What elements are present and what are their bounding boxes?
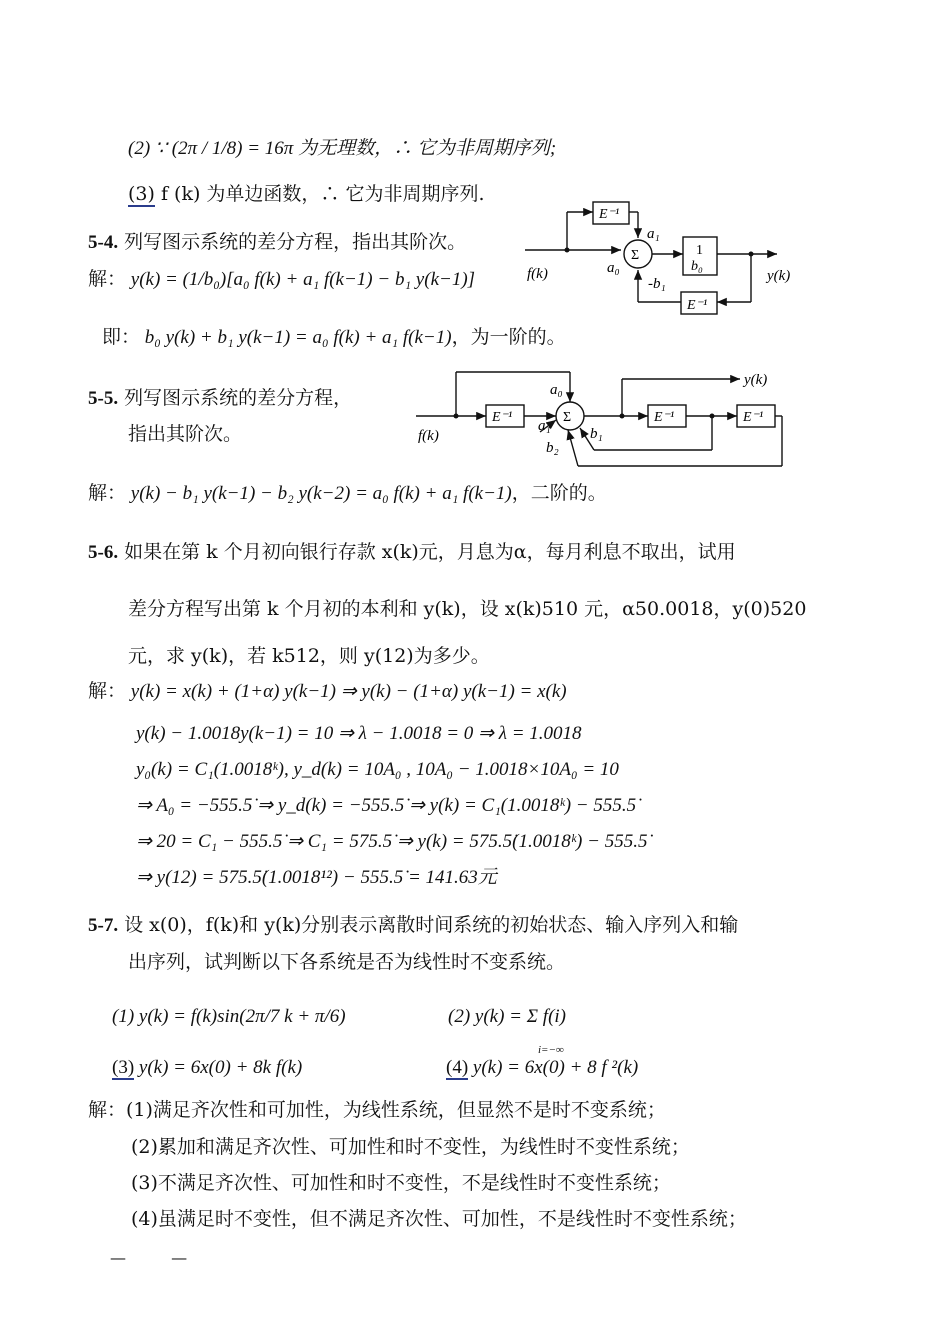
- problem-text-cont: 指出其阶次。: [128, 423, 243, 445]
- problem-5-7-heading: [88, 913, 738, 938]
- problem-number: 5-5.: [88, 388, 119, 409]
- problem-5-7-sol-4: [131, 1207, 747, 1231]
- solution-line: (3)不满足齐次性、可加性和时不变性，不是线性时不变性系统；: [131, 1172, 671, 1194]
- problem-5-7-sol-1: [88, 1098, 666, 1122]
- coef-a1: a₁: [647, 226, 660, 242]
- solution-equation: y(k) = (1/b₀)[a₀ f(k) + a₁ f(k−1) − b₁ y(k−1)]: [130, 269, 476, 290]
- difference-equation: b₀ y(k) + b₁ y(k−1) = a₀ f(k) + a₁ f(k−1): [144, 327, 452, 348]
- problem-number: 5-7.: [88, 915, 119, 936]
- gain-den: b₀: [691, 259, 703, 274]
- problem-text: 如果在第 k 个月初向银行存款 x(k)元，月息为α，每月利息不取出，试用: [124, 541, 736, 563]
- problem-5-6-sol-3: [136, 758, 619, 782]
- problem-5-6-sol-4: [136, 794, 636, 818]
- system-equation: (1) y(k) = f(k)sin(2π/7 k + π/6): [112, 1006, 346, 1027]
- delay-label-bottom: E⁻¹: [687, 298, 708, 313]
- item-3-number: (3): [128, 183, 155, 205]
- coef-a0: a₀: [550, 382, 563, 398]
- output-label: y(k): [744, 372, 768, 388]
- delay-label-1: E⁻¹: [492, 410, 513, 425]
- solution-label: 解：: [88, 269, 127, 290]
- coef-b2: b₂: [546, 440, 559, 456]
- delay-label-2: E⁻¹: [654, 410, 675, 425]
- delay-label-top: E⁻¹: [599, 207, 620, 222]
- problem-5-5-heading: [88, 386, 352, 411]
- item-3-number: (3): [112, 1057, 135, 1078]
- block-diagram-5-5: [410, 364, 790, 469]
- problem-5-4-heading: [88, 230, 466, 255]
- item-4-number: (4): [446, 1057, 469, 1078]
- problem-5-6-text-3: [128, 644, 490, 668]
- problem-text: 设 x(0)，f(k)和 y(k)分别表示离散时间系统的初始状态、输入序列入和输: [124, 914, 739, 936]
- ji-label: 即：: [102, 327, 141, 348]
- problem-text: 列写图示系统的差分方程，: [124, 387, 353, 409]
- order-text: ，为一阶的。: [451, 327, 566, 348]
- problem-5-7-sol-2: [131, 1135, 690, 1159]
- solution-step: ⇒ y(12) = 575.5̇(1.0018¹²) − 555.5̇ = 141.63元: [136, 867, 497, 888]
- coef-a0: a₀: [607, 260, 620, 276]
- problem-5-6-text-2: [128, 597, 806, 621]
- problem-5-4-solution: [88, 268, 475, 292]
- problem-text-cont: 元，求 y(k)，若 k512，则 y(12)为多少。: [128, 645, 490, 667]
- problem-5-6-sol-2: [136, 722, 582, 746]
- problem-5-4-result: [102, 326, 566, 350]
- solution-label: 解：: [88, 483, 127, 504]
- output-label: y(k): [767, 268, 791, 284]
- coef-b1: b₁: [590, 426, 603, 442]
- page-footer: — —: [110, 1248, 208, 1267]
- problem-5-7-sol-3: [131, 1171, 671, 1195]
- solution-step: y₀(k) = C₁(1.0018ᵏ), y_d(k) = 10A₀ , 10A₀ − 1.0018×10A₀ = 10: [136, 759, 619, 780]
- gain-num: 1: [696, 243, 703, 258]
- solution-step: y(k) − 1.0018y(k−1) = 10 ⇒ λ − 1.0018 = 0 ⇒ λ = 1.0018: [136, 723, 582, 744]
- solution-line: (1)满足齐次性和可加性，为线性系统，但显然不是时不变系统；: [126, 1099, 666, 1121]
- solution-step: ⇒ 20 = C₁ − 555.5̇ ⇒ C₁ = 575.5̇ ⇒ y(k) = 575.5̇(1.0018ᵏ) − 555.5̇: [136, 831, 648, 852]
- solution-step: y(k) = x(k) + (1+α) y(k−1) ⇒ y(k) − (1+α) y(k−1) = x(k): [130, 681, 567, 702]
- line-3-text: f (k) 为单边函数，∴ 它为非周期序列.: [154, 183, 485, 205]
- problem-text: 列写图示系统的差分方程，指出其阶次。: [124, 231, 467, 253]
- problem-5-5-heading-cont: [128, 422, 242, 446]
- problem-5-5-solution: [88, 482, 607, 506]
- problem-5-6-sol-6: [136, 866, 497, 890]
- input-label: f(k): [527, 266, 548, 282]
- sum-label: Σ: [563, 410, 572, 425]
- line-2-periodicity: [128, 137, 556, 161]
- problem-number: 5-4.: [88, 232, 119, 253]
- problem-5-7-text-2: [128, 950, 565, 974]
- solution-line: (4)虽满足时不变性，但不满足齐次性、可加性，不是线性时不变性系统；: [131, 1208, 747, 1230]
- line-2-text: (2) ∵ (2π / 1/8) = 16π 为无理数，∴ 它为非周期序列;: [128, 138, 557, 159]
- solution-label: 解：: [88, 1099, 127, 1121]
- problem-number: 5-6.: [88, 542, 119, 563]
- sum-lower-limit-text: i=−∞: [538, 1044, 564, 1056]
- input-label: f(k): [418, 428, 439, 444]
- coef-b1: -b₁: [648, 276, 666, 292]
- problem-text-cont: 出序列，试判断以下各系统是否为线性时不变系统。: [128, 951, 566, 973]
- delay-label-3: E⁻¹: [743, 410, 764, 425]
- problem-5-6-heading: [88, 540, 736, 565]
- solution-line: (2)累加和满足齐次性、可加性和时不变性，为线性时不变性系统；: [131, 1136, 690, 1158]
- system-equation: (2) y(k) = Σ f(i): [448, 1006, 566, 1027]
- block-diagram-5-4: [515, 192, 815, 322]
- order-text: ，二阶的。: [511, 483, 607, 504]
- solution-label: 解：: [88, 681, 127, 702]
- system-3: [112, 1056, 302, 1080]
- system-equation: y(k) = 6x(0) + 8 f ²(k): [468, 1057, 639, 1078]
- system-4: [446, 1056, 638, 1080]
- solution-step: ⇒ A₀ = −555.5̇ ⇒ y_d(k) = −555.5̇ ⇒ y(k) = C₁(1.0018ᵏ) − 555.5̇: [136, 795, 637, 816]
- line-3-periodicity: [128, 182, 485, 206]
- problem-5-6-sol-5: [136, 830, 647, 854]
- system-1: [112, 1005, 346, 1029]
- system-equation: y(k) = 6x(0) + 8k f(k): [134, 1057, 303, 1078]
- problem-5-6-sol-1: [88, 680, 567, 704]
- problem-text-cont: 差分方程写出第 k 个月初的本利和 y(k)，设 x(k)510 元，α50.0018，y(0)520: [128, 598, 807, 620]
- solution-equation: y(k) − b₁ y(k−1) − b₂ y(k−2) = a₀ f(k) + a₁ f(k−1): [130, 483, 512, 504]
- system-2: [448, 1005, 566, 1029]
- sum-label: Σ: [631, 248, 640, 263]
- coef-a1: a₁: [538, 418, 551, 434]
